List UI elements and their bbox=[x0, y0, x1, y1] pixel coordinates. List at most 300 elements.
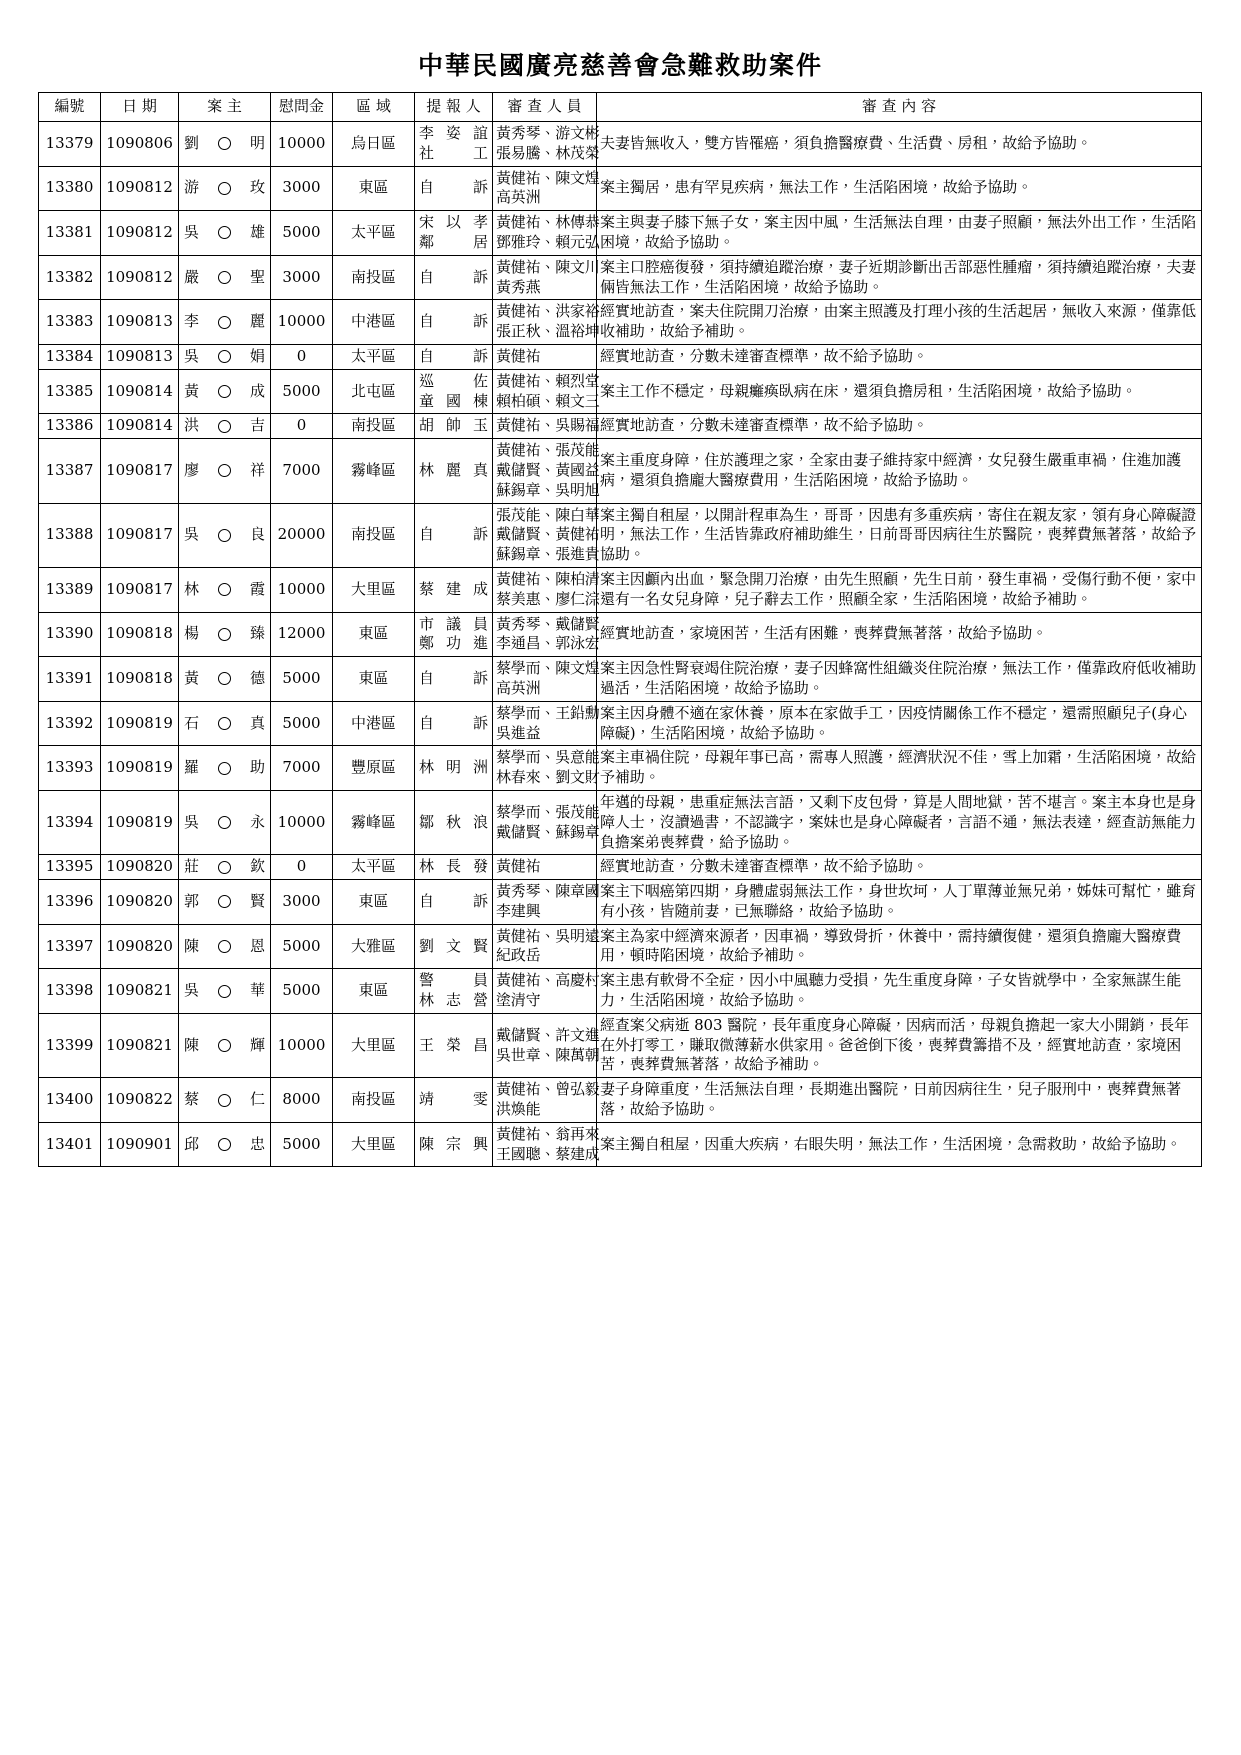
reporter-line bbox=[418, 416, 489, 436]
cell-amount: 0 bbox=[271, 855, 333, 880]
cell-date: 1090819 bbox=[101, 746, 179, 791]
owner-surname: 邱 bbox=[184, 1134, 200, 1153]
reporter-name-part: 洲 bbox=[472, 758, 488, 777]
cell-amount: 10000 bbox=[271, 790, 333, 854]
review-content-text: 經實地訪查，分數未達審查標準，故不給予協助。 bbox=[600, 416, 928, 435]
cell-case-id: 13383 bbox=[39, 300, 101, 345]
reporter-name-part: 帥 bbox=[445, 416, 461, 435]
cell-reviewers bbox=[493, 969, 600, 1014]
cell-amount: 7000 bbox=[271, 439, 333, 503]
cell-reviewers bbox=[493, 439, 600, 503]
reviewer-line: 鄧雅玲、賴元弘 bbox=[496, 232, 600, 251]
cell-case-id: 13398 bbox=[39, 969, 101, 1014]
cell-reporter bbox=[415, 414, 493, 439]
page-title: 中華民國廣亮慈善會急難救助案件 bbox=[417, 51, 823, 80]
cell-area: 東區 bbox=[333, 657, 415, 702]
reporter-name-part: 鄒 bbox=[419, 812, 435, 831]
reporter-name-part: 劉 bbox=[419, 936, 435, 955]
cell-area: 南投區 bbox=[333, 503, 415, 567]
cell-case-owner bbox=[179, 439, 271, 503]
cell-case-owner bbox=[179, 855, 271, 880]
cell-case-owner bbox=[179, 300, 271, 345]
table-row bbox=[39, 790, 1202, 854]
cell-area: 大里區 bbox=[333, 1013, 415, 1077]
owner-given-name: 永 bbox=[249, 812, 265, 831]
reporter-name-part: 胡 bbox=[419, 416, 435, 435]
cell-case-id: 13384 bbox=[39, 344, 101, 369]
redacted-circle-icon bbox=[218, 1039, 231, 1052]
reviewer-line: 黃秀燕 bbox=[496, 277, 541, 296]
reporter-name-part: 訴 bbox=[472, 525, 488, 544]
reporter-name-part: 宋 bbox=[419, 213, 435, 232]
owner-surname: 吳 bbox=[184, 981, 200, 1000]
reporter-name-part: 林 bbox=[419, 758, 435, 777]
cell-reporter bbox=[415, 657, 493, 702]
cell-reviewers bbox=[493, 503, 600, 567]
column-header-content: 審 查 內 容 bbox=[597, 93, 1202, 122]
cell-area: 太平區 bbox=[333, 344, 415, 369]
reporter-name-part: 秋 bbox=[445, 812, 461, 831]
reporter-name-part: 居 bbox=[472, 232, 488, 251]
cell-amount: 5000 bbox=[271, 924, 333, 969]
reviewer-line: 洪煥能 bbox=[496, 1100, 541, 1119]
reviewer-line: 蘇錫章、吳明旭 bbox=[496, 480, 600, 499]
cell-review-content bbox=[597, 880, 1202, 925]
reporter-name-part: 靖 bbox=[419, 1090, 435, 1109]
reporter-name-part: 賢 bbox=[472, 936, 488, 955]
cell-review-content bbox=[597, 414, 1202, 439]
cell-case-id: 13391 bbox=[39, 657, 101, 702]
reporter-name-part: 真 bbox=[472, 460, 488, 479]
cell-reporter bbox=[415, 166, 493, 211]
reporter-line bbox=[418, 714, 489, 734]
reviewer-line: 黃健祐 bbox=[496, 857, 541, 876]
cell-date: 1090812 bbox=[101, 166, 179, 211]
owner-surname: 劉 bbox=[184, 133, 200, 152]
cell-review-content bbox=[597, 924, 1202, 969]
reporter-name-part: 訴 bbox=[472, 891, 488, 910]
cell-case-id: 13392 bbox=[39, 701, 101, 746]
review-content-text: 案主獨自租屋，因重大疾病，右眼失明，無法工作，生活困境，急需救助，故給予協助。 bbox=[600, 1134, 1182, 1153]
owner-surname: 黃 bbox=[184, 669, 200, 688]
review-content-text: 夫妻皆無收入，雙方皆罹癌，須負擔醫療費、生活費、房租，故給予協助。 bbox=[600, 133, 1092, 152]
redacted-circle-icon bbox=[218, 271, 231, 284]
cell-amount: 3000 bbox=[271, 880, 333, 925]
cell-review-content bbox=[597, 344, 1202, 369]
cell-area: 大里區 bbox=[333, 1122, 415, 1167]
table-row bbox=[39, 300, 1202, 345]
cell-date: 1090820 bbox=[101, 880, 179, 925]
cell-reporter bbox=[415, 211, 493, 256]
column-header-id: 編號 bbox=[39, 93, 101, 122]
reviewer-line: 塗清守 bbox=[496, 991, 541, 1010]
cell-amount: 8000 bbox=[271, 1078, 333, 1123]
cell-review-content bbox=[597, 969, 1202, 1014]
owner-given-name: 助 bbox=[249, 758, 265, 777]
reporter-name-part: 市 bbox=[419, 614, 435, 633]
reporter-name-part: 興 bbox=[472, 1134, 488, 1153]
reporter-name-part: 蔡 bbox=[419, 579, 435, 598]
owner-given-name: 麗 bbox=[249, 312, 265, 331]
reporter-line bbox=[418, 971, 489, 991]
reporter-line bbox=[418, 178, 489, 198]
reporter-name-part: 明 bbox=[445, 758, 461, 777]
column-header-reviewer: 審 查 人 員 bbox=[493, 93, 597, 122]
reporter-name-part: 昌 bbox=[472, 1035, 488, 1054]
cell-area: 大里區 bbox=[333, 567, 415, 612]
cell-case-owner bbox=[179, 255, 271, 300]
reporter-name-part: 訴 bbox=[472, 669, 488, 688]
owner-surname: 吳 bbox=[184, 346, 200, 365]
cell-amount: 12000 bbox=[271, 612, 333, 657]
reviewer-line: 黃健祐、吳賜福 bbox=[496, 416, 600, 435]
reviewer-line: 黃健祐、翁再來 bbox=[496, 1124, 600, 1143]
reporter-name-part: 浪 bbox=[472, 812, 488, 831]
reporter-name-part: 麗 bbox=[445, 460, 461, 479]
reviewer-line: 蔡學而、張茂能 bbox=[496, 802, 600, 821]
owner-given-name: 輝 bbox=[249, 1035, 265, 1054]
reviewer-line: 紀政岳 bbox=[496, 946, 541, 965]
cell-amount: 10000 bbox=[271, 300, 333, 345]
cell-area: 南投區 bbox=[333, 414, 415, 439]
review-content-text: 案主為家中經濟來源者，因車禍，導致骨折，休養中，需持續復健，還須負擔龐大醫療費用，頓時陷困境，故給予補助。 bbox=[600, 926, 1182, 965]
reporter-line bbox=[418, 937, 489, 957]
redacted-circle-icon bbox=[218, 420, 231, 433]
reporter-name-part: 營 bbox=[472, 991, 488, 1010]
reporter-name-part: 國 bbox=[445, 391, 461, 410]
reviewer-line: 蔡美惠、廖仁淙 bbox=[496, 589, 600, 608]
review-content-text: 案主下咽癌第四期，身體虛弱無法工作，身世坎坷，人丁單薄並無兄弟，姊妹可幫忙，雖育有小孩，皆隨前妻，已無聯絡，故給予協助。 bbox=[600, 882, 1197, 920]
reporter-line bbox=[418, 634, 489, 654]
reviewer-line: 張正秋、溫裕坤 bbox=[496, 322, 600, 341]
column-header-reporter: 提 報 人 bbox=[415, 93, 493, 122]
cell-reviewers bbox=[493, 255, 600, 300]
cell-reporter bbox=[415, 1122, 493, 1167]
reporter-name-part: 以 bbox=[445, 213, 461, 232]
reporter-name-part: 自 bbox=[419, 713, 435, 732]
reporter-name-part: 長 bbox=[445, 857, 461, 876]
cell-area: 中港區 bbox=[333, 701, 415, 746]
review-content-text: 案主工作不穩定，母親癱瘓臥病在床，還須負擔房租，生活陷困境，故給予協助。 bbox=[600, 381, 1137, 400]
cell-amount: 5000 bbox=[271, 211, 333, 256]
cell-review-content bbox=[597, 211, 1202, 256]
cell-reporter bbox=[415, 567, 493, 612]
cell-case-id: 13379 bbox=[39, 122, 101, 167]
table-row bbox=[39, 439, 1202, 503]
owner-surname: 李 bbox=[184, 312, 200, 331]
reporter-name-part: 自 bbox=[419, 267, 435, 286]
cell-date: 1090814 bbox=[101, 369, 179, 414]
reviewer-line: 賴柏碩、賴文三 bbox=[496, 391, 600, 410]
reporter-name-part: 發 bbox=[472, 857, 488, 876]
cell-case-id: 13386 bbox=[39, 414, 101, 439]
owner-given-name: 臻 bbox=[249, 624, 265, 643]
cell-amount: 10000 bbox=[271, 1013, 333, 1077]
reviewer-line: 李建興 bbox=[496, 901, 541, 920]
owner-given-name: 賢 bbox=[249, 891, 265, 910]
cell-amount: 3000 bbox=[271, 166, 333, 211]
reporter-name-part: 玉 bbox=[472, 416, 488, 435]
reporter-name-part: 榮 bbox=[445, 1035, 461, 1054]
reporter-line bbox=[418, 1036, 489, 1056]
cell-case-owner bbox=[179, 880, 271, 925]
reporter-name-part: 李 bbox=[419, 124, 435, 142]
reviewer-line: 吳進益 bbox=[496, 723, 541, 742]
cell-case-id: 13382 bbox=[39, 255, 101, 300]
cell-case-id: 13401 bbox=[39, 1122, 101, 1167]
cell-amount: 7000 bbox=[271, 746, 333, 791]
reviewer-line: 黃健祐、高慶村 bbox=[496, 971, 600, 990]
reviewer-line: 黃健祐、張茂能 bbox=[496, 441, 600, 460]
review-content-text: 案主因身體不適在家休養，原本在家做手工，因疫情關係工作不穩定，還需照顧兒子(身心障礙)，生活陷困境，故給予協助。 bbox=[600, 703, 1187, 742]
cell-case-id: 13399 bbox=[39, 1013, 101, 1077]
cell-case-id: 13390 bbox=[39, 612, 101, 657]
cell-reviewers bbox=[493, 344, 597, 369]
reporter-line bbox=[418, 461, 489, 481]
cell-amount: 3000 bbox=[271, 255, 333, 300]
reviewer-line: 黃秀琴、戴儲賢 bbox=[496, 614, 600, 633]
table-body bbox=[39, 122, 1202, 1167]
cell-reviewers bbox=[493, 701, 600, 746]
redacted-circle-icon bbox=[218, 226, 231, 239]
table-row bbox=[39, 657, 1202, 702]
table-row bbox=[39, 1078, 1202, 1123]
cell-reporter bbox=[415, 855, 493, 880]
cell-case-owner bbox=[179, 414, 271, 439]
cell-amount: 0 bbox=[271, 344, 333, 369]
owner-given-name: 恩 bbox=[249, 936, 265, 955]
owner-surname: 游 bbox=[184, 178, 200, 197]
cell-area: 南投區 bbox=[333, 1078, 415, 1123]
redacted-circle-icon bbox=[218, 316, 231, 329]
owner-surname: 莊 bbox=[184, 857, 200, 876]
table-row bbox=[39, 855, 1202, 880]
owner-given-name: 娟 bbox=[249, 346, 265, 365]
cell-review-content bbox=[597, 790, 1202, 854]
reporter-name-part: 志 bbox=[445, 991, 461, 1010]
header-row bbox=[39, 93, 1202, 122]
cell-case-id: 13396 bbox=[39, 880, 101, 925]
cell-reviewers bbox=[493, 122, 600, 167]
redacted-circle-icon bbox=[218, 350, 231, 363]
cell-area: 東區 bbox=[333, 612, 415, 657]
reporter-name-part: 雯 bbox=[472, 1090, 488, 1109]
cell-reporter bbox=[415, 790, 493, 854]
review-content-text: 經實地訪查，分數未達審查標準，故不給予協助。 bbox=[600, 857, 928, 876]
table-row bbox=[39, 503, 1202, 567]
cell-case-owner bbox=[179, 369, 271, 414]
owner-surname: 嚴 bbox=[184, 267, 200, 286]
cell-reporter bbox=[415, 701, 493, 746]
cell-reporter bbox=[415, 924, 493, 969]
reviewer-line: 戴儲賢、黃國益 bbox=[496, 460, 600, 479]
cell-area: 豐原區 bbox=[333, 746, 415, 791]
cell-date: 1090817 bbox=[101, 503, 179, 567]
cell-review-content bbox=[597, 255, 1202, 300]
owner-surname: 吳 bbox=[184, 525, 200, 544]
cell-case-owner bbox=[179, 122, 271, 167]
cell-amount: 5000 bbox=[271, 369, 333, 414]
cell-case-id: 13394 bbox=[39, 790, 101, 854]
column-header-area: 區 域 bbox=[333, 93, 415, 122]
reporter-line bbox=[418, 347, 489, 367]
reporter-line bbox=[418, 580, 489, 600]
cell-review-content bbox=[597, 657, 1202, 702]
reporter-name-part: 童 bbox=[419, 391, 435, 410]
table-row bbox=[39, 1013, 1202, 1077]
reporter-name-part: 姿 bbox=[445, 124, 461, 142]
table-row bbox=[39, 414, 1202, 439]
reporter-name-part: 員 bbox=[472, 614, 488, 633]
reporter-name-part: 自 bbox=[419, 178, 435, 197]
cell-reporter bbox=[415, 122, 493, 167]
table-row bbox=[39, 701, 1202, 746]
review-content-text: 年邁的母親，患重症無法言語，又剩下皮包骨，算是人間地獄，苦不堪言。案主本身也是身障人士，沒讀過書，不認識字，案妹也是身心障礙者，言語不通，無法表達，經查訪無能力負擔案弟喪葬費，給予協助。 bbox=[600, 792, 1197, 851]
review-content-text: 案主獨居，患有罕見疾病，無法工作，生活陷困境，故給予協助。 bbox=[600, 178, 1033, 197]
cell-reviewers bbox=[493, 657, 600, 702]
reviewer-line: 黃健祐、曾弘毅 bbox=[496, 1080, 600, 1099]
reporter-name-part: 進 bbox=[472, 634, 488, 653]
owner-given-name: 祥 bbox=[249, 460, 265, 479]
reporter-line bbox=[418, 392, 489, 412]
reviewer-line: 戴儲賢、許文進 bbox=[496, 1025, 600, 1044]
cell-date: 1090821 bbox=[101, 969, 179, 1014]
cell-date: 1090819 bbox=[101, 790, 179, 854]
reporter-name-part: 自 bbox=[419, 312, 435, 331]
cell-area: 烏日區 bbox=[333, 122, 415, 167]
cell-reporter bbox=[415, 439, 493, 503]
cell-reviewers bbox=[493, 300, 600, 345]
cell-case-owner bbox=[179, 166, 271, 211]
reporter-line bbox=[418, 233, 489, 253]
cell-date: 1090817 bbox=[101, 567, 179, 612]
cell-case-owner bbox=[179, 1078, 271, 1123]
redacted-circle-icon bbox=[218, 861, 231, 874]
owner-surname: 吳 bbox=[184, 812, 200, 831]
review-content-text: 經實地訪查，分數未達審查標準，故不給予協助。 bbox=[600, 346, 928, 365]
cell-reviewers bbox=[493, 369, 600, 414]
reporter-name-part: 王 bbox=[419, 1035, 435, 1054]
reporter-line bbox=[418, 857, 489, 877]
cell-case-owner bbox=[179, 344, 271, 369]
case-table bbox=[38, 92, 1202, 1167]
table-row bbox=[39, 924, 1202, 969]
reporter-line bbox=[418, 124, 489, 144]
cell-reporter bbox=[415, 344, 493, 369]
cell-reviewers bbox=[493, 880, 600, 925]
cell-review-content bbox=[597, 855, 1202, 880]
cell-review-content bbox=[597, 503, 1202, 567]
cell-reviewers bbox=[493, 414, 600, 439]
cell-amount: 5000 bbox=[271, 1122, 333, 1167]
reporter-line bbox=[418, 213, 489, 233]
table-row bbox=[39, 746, 1202, 791]
cell-reviewers bbox=[493, 211, 600, 256]
reporter-name-part: 成 bbox=[472, 579, 488, 598]
reviewer-line: 高英洲 bbox=[496, 188, 541, 207]
reporter-name-part: 林 bbox=[419, 857, 435, 876]
cell-date: 1090812 bbox=[101, 255, 179, 300]
reviewer-line: 張茂能、陳白華 bbox=[496, 505, 600, 524]
reviewer-line: 高英洲 bbox=[496, 678, 541, 697]
redacted-circle-icon bbox=[218, 672, 231, 685]
reporter-name-part: 訴 bbox=[472, 312, 488, 331]
reporter-line bbox=[418, 372, 489, 392]
redacted-circle-icon bbox=[218, 940, 231, 953]
table-row bbox=[39, 1122, 1202, 1167]
cell-area: 大雅區 bbox=[333, 924, 415, 969]
cell-date: 1090812 bbox=[101, 211, 179, 256]
owner-given-name: 聖 bbox=[249, 267, 265, 286]
reporter-name-part: 訴 bbox=[472, 713, 488, 732]
redacted-circle-icon bbox=[218, 1138, 231, 1151]
owner-surname: 廖 bbox=[184, 460, 200, 479]
cell-reviewers bbox=[493, 924, 600, 969]
reporter-line bbox=[418, 991, 489, 1011]
cell-reviewers bbox=[493, 1122, 600, 1167]
cell-reporter bbox=[415, 1013, 493, 1077]
reviewer-line: 黃秀琴、陳章國 bbox=[496, 882, 600, 901]
table-row bbox=[39, 969, 1202, 1014]
cell-reviewers bbox=[493, 746, 600, 791]
reporter-line bbox=[418, 669, 489, 689]
cell-reporter bbox=[415, 1078, 493, 1123]
reporter-name-part: 孝 bbox=[472, 213, 488, 232]
cell-date: 1090818 bbox=[101, 657, 179, 702]
cell-case-owner bbox=[179, 924, 271, 969]
reporter-name-part: 訴 bbox=[472, 346, 488, 365]
reporter-name-part: 警 bbox=[419, 971, 435, 990]
reviewer-line: 蔡學而、王鉛勳 bbox=[496, 703, 600, 722]
cell-reporter bbox=[415, 503, 493, 567]
owner-surname: 黃 bbox=[184, 381, 200, 400]
cell-case-id: 13400 bbox=[39, 1078, 101, 1123]
reviewer-line: 黃秀琴、游文彬 bbox=[496, 124, 600, 142]
owner-given-name: 忠 bbox=[249, 1134, 265, 1153]
reviewer-line: 吳世章、陳萬朝 bbox=[496, 1045, 600, 1064]
owner-surname: 陳 bbox=[184, 936, 200, 955]
reporter-name-part: 文 bbox=[445, 936, 461, 955]
reporter-name-part: 陳 bbox=[419, 1134, 435, 1153]
redacted-circle-icon bbox=[218, 762, 231, 775]
owner-given-name: 仁 bbox=[249, 1090, 265, 1109]
cell-date: 1090822 bbox=[101, 1078, 179, 1123]
reporter-name-part: 鄭 bbox=[419, 634, 435, 653]
reporter-name-part: 自 bbox=[419, 891, 435, 910]
cell-case-id: 13389 bbox=[39, 567, 101, 612]
owner-given-name: 華 bbox=[249, 981, 265, 1000]
reviewer-line: 戴儲賢、蘇錫章 bbox=[496, 822, 600, 841]
cell-case-id: 13397 bbox=[39, 924, 101, 969]
reporter-name-part: 工 bbox=[472, 143, 488, 162]
cell-case-owner bbox=[179, 790, 271, 854]
cell-case-owner bbox=[179, 1122, 271, 1167]
table-row bbox=[39, 122, 1202, 167]
table-row bbox=[39, 344, 1202, 369]
review-content-text: 案主獨自租屋，以開計程車為生，哥哥，因患有多重疾病，寄住在親友家，領有身心障礙證明，無法工作，生活皆靠政府補助維生，日前哥哥因病往生於醫院，喪葬費無著落，故給予協助。 bbox=[600, 505, 1197, 564]
cell-amount: 10000 bbox=[271, 122, 333, 167]
cell-reporter bbox=[415, 746, 493, 791]
cell-reporter bbox=[415, 255, 493, 300]
owner-surname: 郭 bbox=[184, 891, 200, 910]
reviewer-line: 黃健祐、陳文煌 bbox=[496, 168, 600, 187]
reporter-line bbox=[418, 758, 489, 778]
cell-date: 1090820 bbox=[101, 924, 179, 969]
cell-case-owner bbox=[179, 657, 271, 702]
owner-given-name: 霞 bbox=[249, 579, 265, 598]
redacted-circle-icon bbox=[218, 985, 231, 998]
cell-review-content bbox=[597, 567, 1202, 612]
